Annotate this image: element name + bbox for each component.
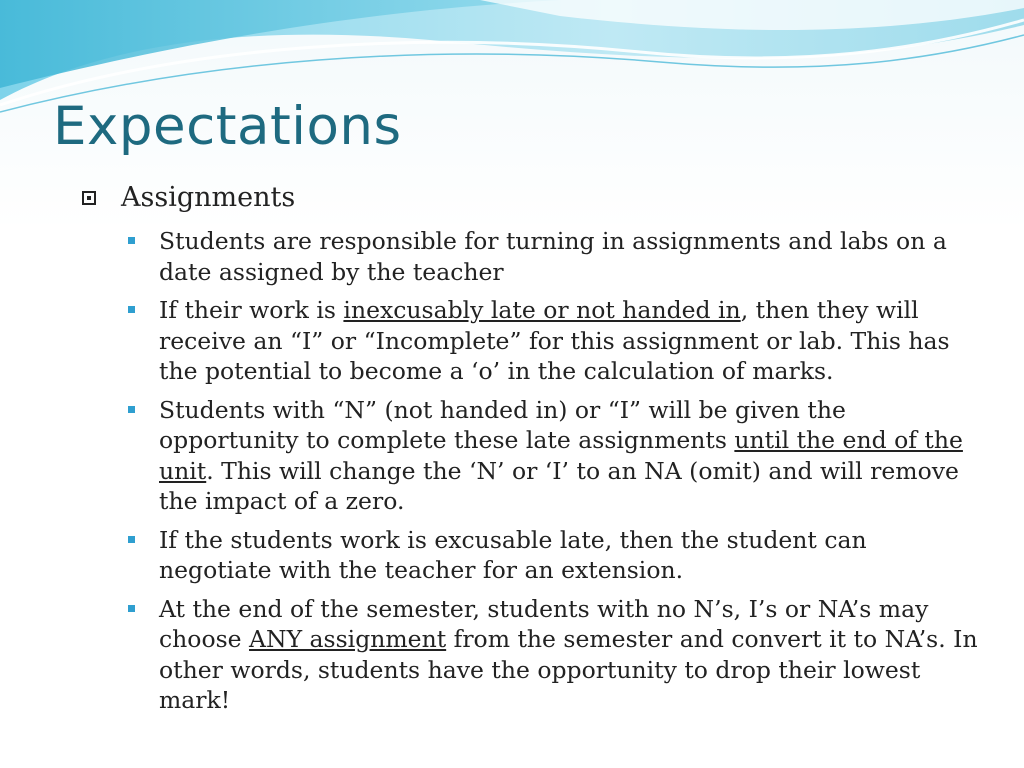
bullet-square-icon bbox=[128, 406, 135, 413]
bullet-list bbox=[128, 226, 978, 724]
square-bullet-icon bbox=[82, 191, 96, 205]
underlined-text: inexcusably late or not handed in bbox=[343, 296, 741, 324]
list-item bbox=[128, 594, 978, 716]
bullet-level1-text: Assignments bbox=[121, 182, 296, 213]
list-item bbox=[128, 395, 978, 517]
underlined-text: until the end of the unit bbox=[159, 426, 963, 485]
list-item-text: At the end of the semester, students with no N’s, I’s or NA’s may choose ANY assignment from the semester and convert it to NA’s. In other words, students have the opportunity to drop their lowest mark! bbox=[159, 594, 978, 714]
bullet-square-icon bbox=[128, 536, 135, 543]
list-item bbox=[128, 226, 978, 287]
list-item-text: If the students work is excusable late, then the student can negotiate with the teacher for an extension. bbox=[159, 525, 867, 584]
bullet-level1 bbox=[82, 182, 295, 213]
list-item bbox=[128, 295, 978, 387]
list-item-text: Students are responsible for turning in assignments and labs on a date assigned by the teacher bbox=[159, 227, 947, 286]
list-item-text: If their work is inexcusably late or not handed in, then they will receive an “I” or “Incomplete” for this assignment or lab. This has the potential to become a ‘o’ in the calculation of marks. bbox=[159, 296, 950, 385]
bullet-square-icon bbox=[128, 605, 135, 612]
slide-title: Expectations bbox=[53, 96, 402, 157]
underlined-text: ANY assignment bbox=[249, 625, 447, 653]
bullet-square-icon bbox=[128, 237, 135, 244]
list-item bbox=[128, 525, 978, 586]
list-item-text: Students with “N” (not handed in) or “I” will be given the opportunity to complete these late assignments until the end of the unit. This will change the ‘N’ or ‘I’ to an NA (omit) and will remove the impact of a zero. bbox=[159, 395, 963, 515]
bullet-square-icon bbox=[128, 306, 135, 313]
